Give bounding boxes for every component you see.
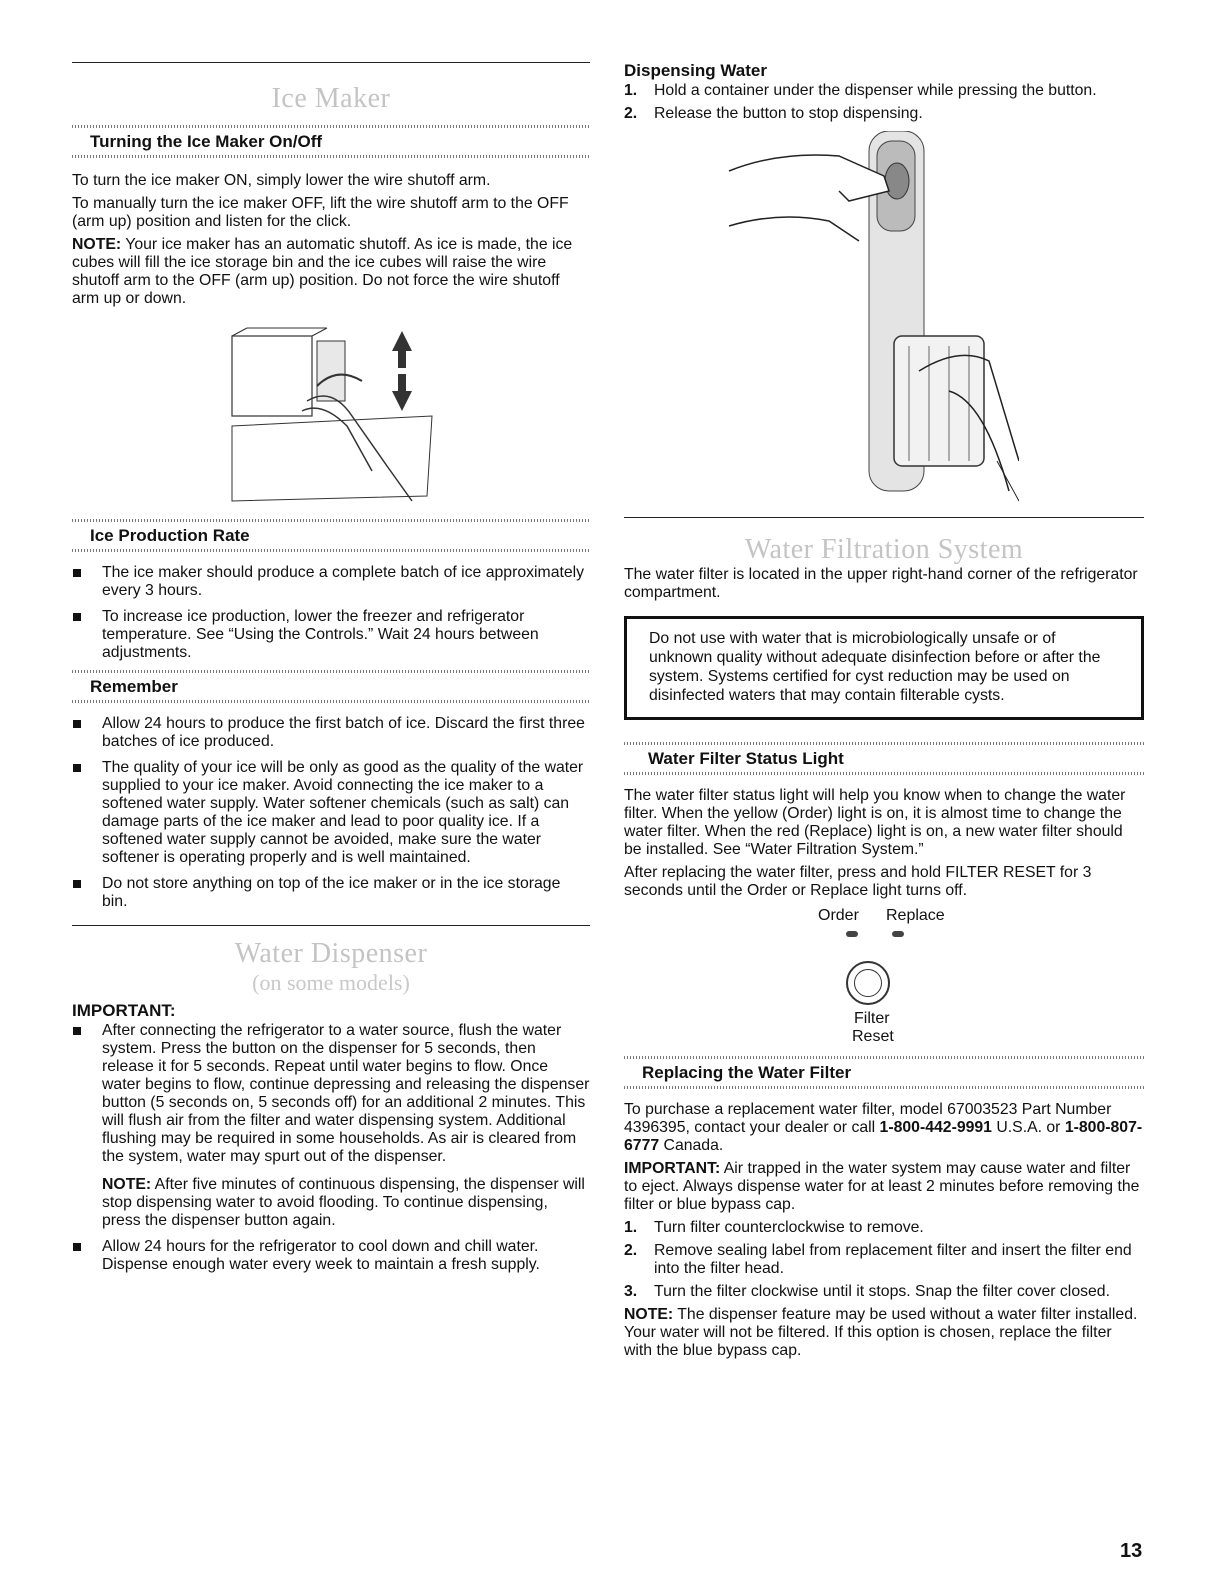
order-label: Order: [818, 907, 859, 924]
production-list: [72, 564, 590, 662]
step-item: 1. Hold a container under the dispenser while pressing the button.: [624, 82, 1097, 99]
dispenser-list: [72, 1022, 590, 1274]
status-p1: The water filter status light will help you know when to change the water filter. When the yellow (Order) light is on, it is almost time to change the water filter. When the red (Replace) light is on, a new water filter should be installed. See “Water Filtration System.”: [624, 787, 1126, 858]
step-item: 3. Turn the filter clockwise until it stops. Snap the filter cover closed.: [624, 1283, 1110, 1300]
filtration-title: Water Filtration System: [744, 534, 1024, 565]
dispenser-illustration: [719, 131, 1019, 511]
replace-label: Replace: [886, 907, 945, 924]
right-column: [624, 62, 1144, 1365]
warning-text: Do not use with water that is microbiologically unsafe or of unknown quality without adequate disinfection before or after the system. Systems certified for cyst reduction may be used on disinfected waters that may contain filterable cysts.: [649, 630, 1101, 704]
divider: [72, 700, 590, 703]
list-item: To increase ice production, lower the freezer and refrigerator temperature. See “Using the Controls.” Wait 24 hours between adjustments.: [72, 608, 590, 662]
replacing-steps: [624, 1219, 1144, 1301]
top-rule: [72, 62, 590, 63]
turning-p1: To turn the ice maker ON, simply lower the wire shutoff arm.: [72, 172, 491, 189]
page-number: 13: [1120, 1540, 1143, 1562]
section-rule: [72, 925, 590, 926]
filtration-intro: The water filter is located in the upper right-hand corner of the refrigerator compartment.: [624, 566, 1138, 601]
turning-p2: To manually turn the ice maker OFF, lift the wire shutoff arm to the OFF (arm up) position and listen for the click.: [72, 195, 569, 230]
step-item: 1. Turn filter counterclockwise to remove.: [624, 1219, 924, 1236]
reset-button-ring-icon: [854, 969, 882, 997]
remember-heading: Remember: [90, 677, 178, 696]
step-item: 2. Release the button to stop dispensing.: [624, 105, 923, 122]
list-item: Do not store anything on top of the ice maker or in the ice storage bin.: [72, 875, 590, 911]
remember-list: [72, 715, 590, 911]
filter-reset-button[interactable]: [846, 961, 890, 1005]
filter-label: Filter: [854, 1010, 890, 1027]
left-column: [72, 62, 590, 1282]
section-rule: [624, 517, 1144, 518]
replace-important: IMPORTANT: Air trapped in the water system may cause water and filter to eject. Always dispense water for at least 2 minutes before removing the filter or blue bypass cap.: [624, 1160, 1140, 1213]
divider: [72, 549, 590, 552]
ice-maker-title: Ice Maker: [271, 83, 391, 114]
status-heading: Water Filter Status Light: [648, 749, 844, 768]
replace-light-icon: [892, 931, 904, 937]
list-item: Allow 24 hours for the refrigerator to cool down and chill water. Dispense enough water every week to maintain a fresh supply.: [72, 1238, 590, 1274]
status-p2: After replacing the water filter, press and hold FILTER RESET for 3 seconds until the Order or Replace light turns off.: [624, 864, 1092, 899]
divider: [624, 772, 1144, 775]
list-item: After connecting the refrigerator to a water source, flush the water system. Press the button on the dispenser for 5 seconds, then release it for 5 seconds. Repeat until water begins to flow. Once water begins to flow, continue depressing and releasing the dispenser button (5 seconds on, 5 seconds off) for an additional 2 minutes. This will flush air from the filter and water dispensing system. Additional flushing may be required in some households. As air is cleared from the system, water may spurt out of the dispenser. NOTE: After five minutes of continuous dispensing, the dispenser will stop dispensing water to avoid flooding. To continue dispensing, press the dispenser button again.: [72, 1022, 590, 1230]
water-dispenser-title: Water Dispenser: [234, 938, 428, 969]
dispenser-note: NOTE: After five minutes of continuous dispensing, the dispenser will stop dispensing water to avoid flooding. To continue dispensing, press the dispenser button again.: [102, 1176, 585, 1229]
replace-note: NOTE: The dispenser feature may be used without a water filter installed. Your water will not be filtered. If this option is chosen, replace the filter with the blue bypass cap.: [624, 1306, 1138, 1359]
list-item: Allow 24 hours to produce the first batch of ice. Discard the first three batches of ice produced.: [72, 715, 590, 751]
divider: [624, 1086, 1144, 1089]
production-heading: Ice Production Rate: [90, 526, 250, 545]
dispensing-heading: Dispensing Water: [624, 61, 767, 80]
order-light-icon: [846, 931, 858, 937]
water-dispenser-subtitle: (on some models): [252, 970, 410, 995]
replacing-heading: Replacing the Water Filter: [642, 1063, 852, 1082]
list-item: The ice maker should produce a complete batch of ice approximately every 3 hours.: [72, 564, 590, 600]
list-item: The quality of your ice will be only as good as the quality of the water supplied to your ice maker. Avoid connecting the ice maker to a softened water supply. Water softener chemicals (such as salt) can damage parts of the ice maker and lead to poor quality ice. If a softened water supply cannot be avoided, make sure the water softener is operating properly and is well maintained.: [72, 759, 590, 867]
dispensing-steps: [624, 82, 1144, 123]
divider: [72, 155, 590, 158]
reset-label: Reset: [852, 1028, 894, 1045]
step-item: 2. Remove sealing label from replacement filter and insert the filter end into the filter head.: [624, 1242, 1132, 1277]
filter-status-panel: [624, 905, 1144, 1050]
ice-maker-note: NOTE: Your ice maker has an automatic shutoff. As ice is made, the ice cubes will fill the ice storage bin and the ice cubes will raise the wire shutoff arm to the OFF (arm up) position. Do not force the wire shutoff arm up or down.: [72, 236, 573, 307]
turning-heading: Turning the Ice Maker On/Off: [90, 132, 323, 151]
purchase-text: To purchase a replacement water filter, model 67003523 Part Number 4396395, contact your dealer or call 1-800-442-9991 U.S.A. or 1-800-807-6777 Canada.: [624, 1101, 1143, 1154]
important-label: IMPORTANT:: [72, 1001, 176, 1020]
ice-maker-illustration: [222, 326, 442, 511]
warning-box: [624, 616, 1144, 720]
